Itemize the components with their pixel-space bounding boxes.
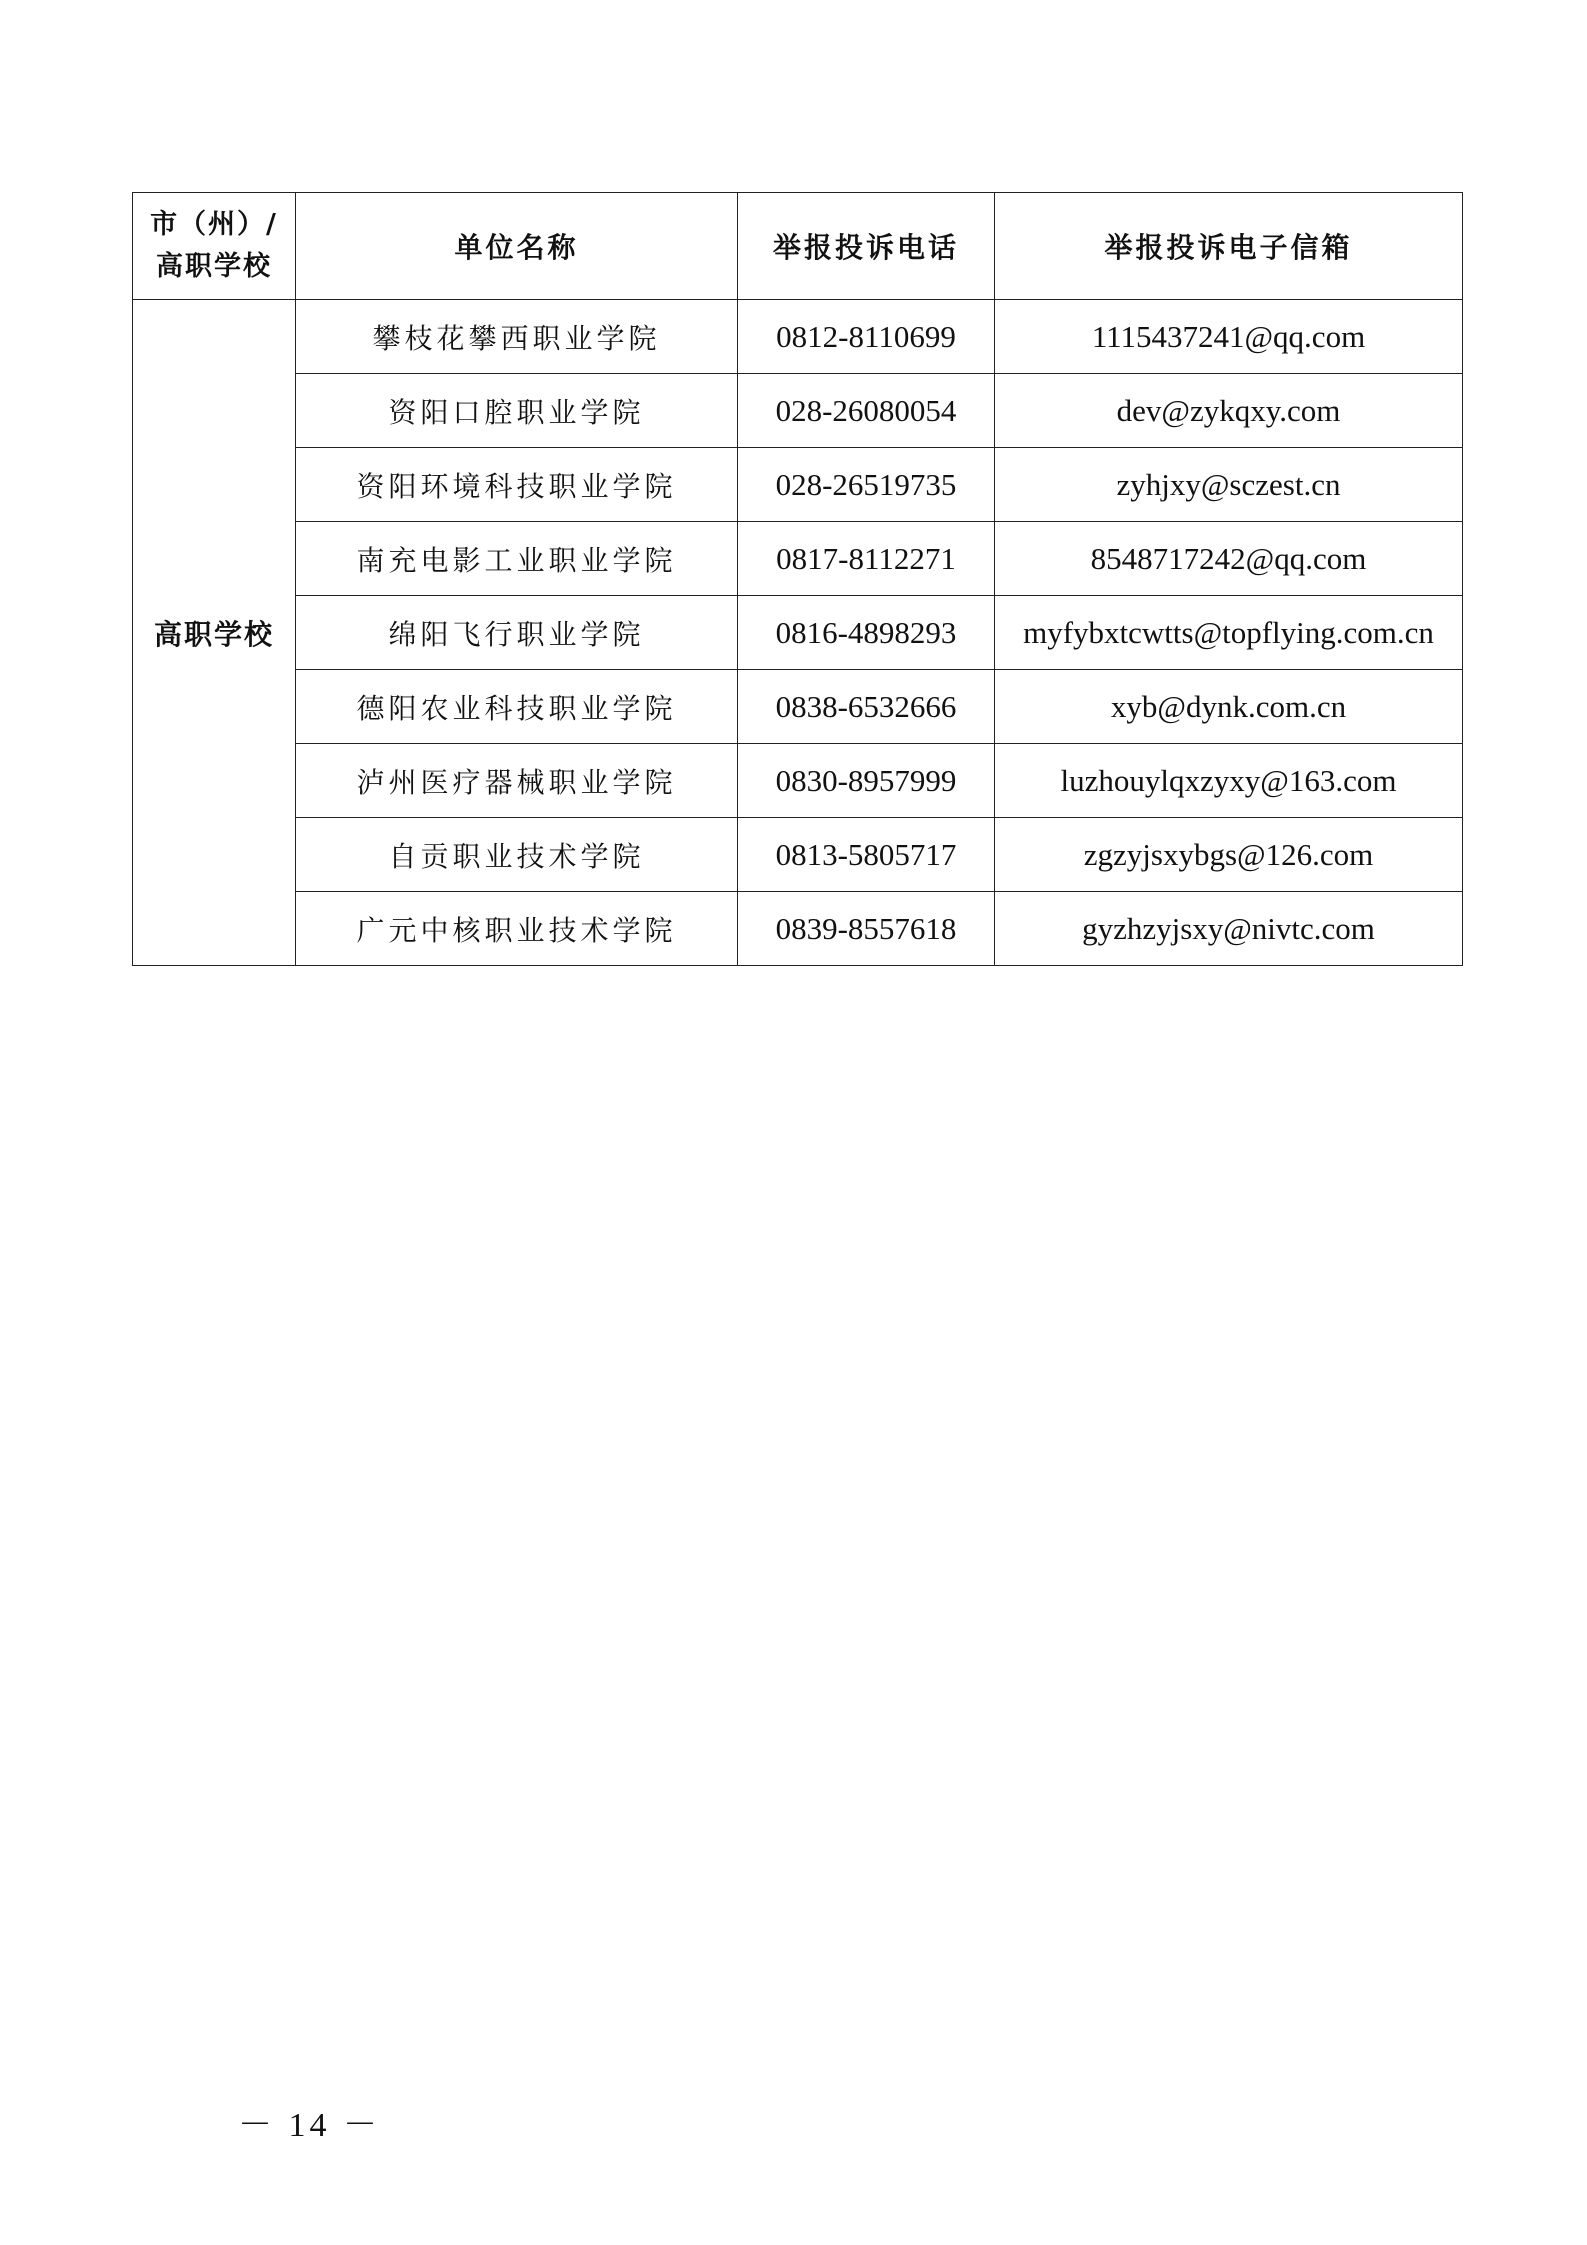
table-row [133, 596, 1463, 670]
phone-number: 0838-6532666 [738, 670, 995, 744]
contact-table [132, 192, 1463, 966]
phone-number: 0817-8112271 [738, 522, 995, 596]
group-label: 高职学校 [133, 300, 296, 966]
unit-name: 资阳环境科技职业学院 [296, 448, 738, 522]
table-row [133, 744, 1463, 818]
header-region-line1: 市（州）/ [150, 209, 278, 240]
table-header [133, 193, 1463, 300]
email-address: luzhouylqxzyxy@163.com [995, 744, 1463, 818]
page-number: － 14 － [238, 2107, 381, 2144]
unit-name: 资阳口腔职业学院 [296, 374, 738, 448]
email-address: 1115437241@qq.com [995, 300, 1463, 374]
phone-number: 0830-8957999 [738, 744, 995, 818]
unit-name: 德阳农业科技职业学院 [296, 670, 738, 744]
email-address: zyhjxy@sczest.cn [995, 448, 1463, 522]
email-address: zgzyjsxybgs@126.com [995, 818, 1463, 892]
table-row [133, 300, 1463, 374]
phone-number: 0812-8110699 [738, 300, 995, 374]
unit-name: 广元中核职业技术学院 [296, 892, 738, 966]
header-region [133, 193, 296, 300]
email-address: gyzhzyjsxy@nivtc.com [995, 892, 1463, 966]
unit-name: 攀枝花攀西职业学院 [296, 300, 738, 374]
email-address: 8548717242@qq.com [995, 522, 1463, 596]
phone-number: 0839-8557618 [738, 892, 995, 966]
table-row [133, 448, 1463, 522]
table-row [133, 522, 1463, 596]
email-address: myfybxtcwtts@topflying.com.cn [995, 596, 1463, 670]
header-row [133, 193, 1463, 300]
phone-number: 0816-4898293 [738, 596, 995, 670]
header-email: 举报投诉电子信箱 [995, 193, 1463, 300]
phone-number: 0813-5805717 [738, 818, 995, 892]
phone-number: 028-26519735 [738, 448, 995, 522]
table-row [133, 892, 1463, 966]
email-address: dev@zykqxy.com [995, 374, 1463, 448]
table-row [133, 670, 1463, 744]
unit-name: 南充电影工业职业学院 [296, 522, 738, 596]
table-body [133, 300, 1463, 966]
header-phone: 举报投诉电话 [738, 193, 995, 300]
email-address: xyb@dynk.com.cn [995, 670, 1463, 744]
unit-name: 绵阳飞行职业学院 [296, 596, 738, 670]
unit-name: 自贡职业技术学院 [296, 818, 738, 892]
table-row [133, 374, 1463, 448]
phone-number: 028-26080054 [738, 374, 995, 448]
header-region-line2: 高职学校 [156, 251, 272, 282]
table-row [133, 818, 1463, 892]
unit-name: 泸州医疗器械职业学院 [296, 744, 738, 818]
header-unit-name: 单位名称 [296, 193, 738, 300]
